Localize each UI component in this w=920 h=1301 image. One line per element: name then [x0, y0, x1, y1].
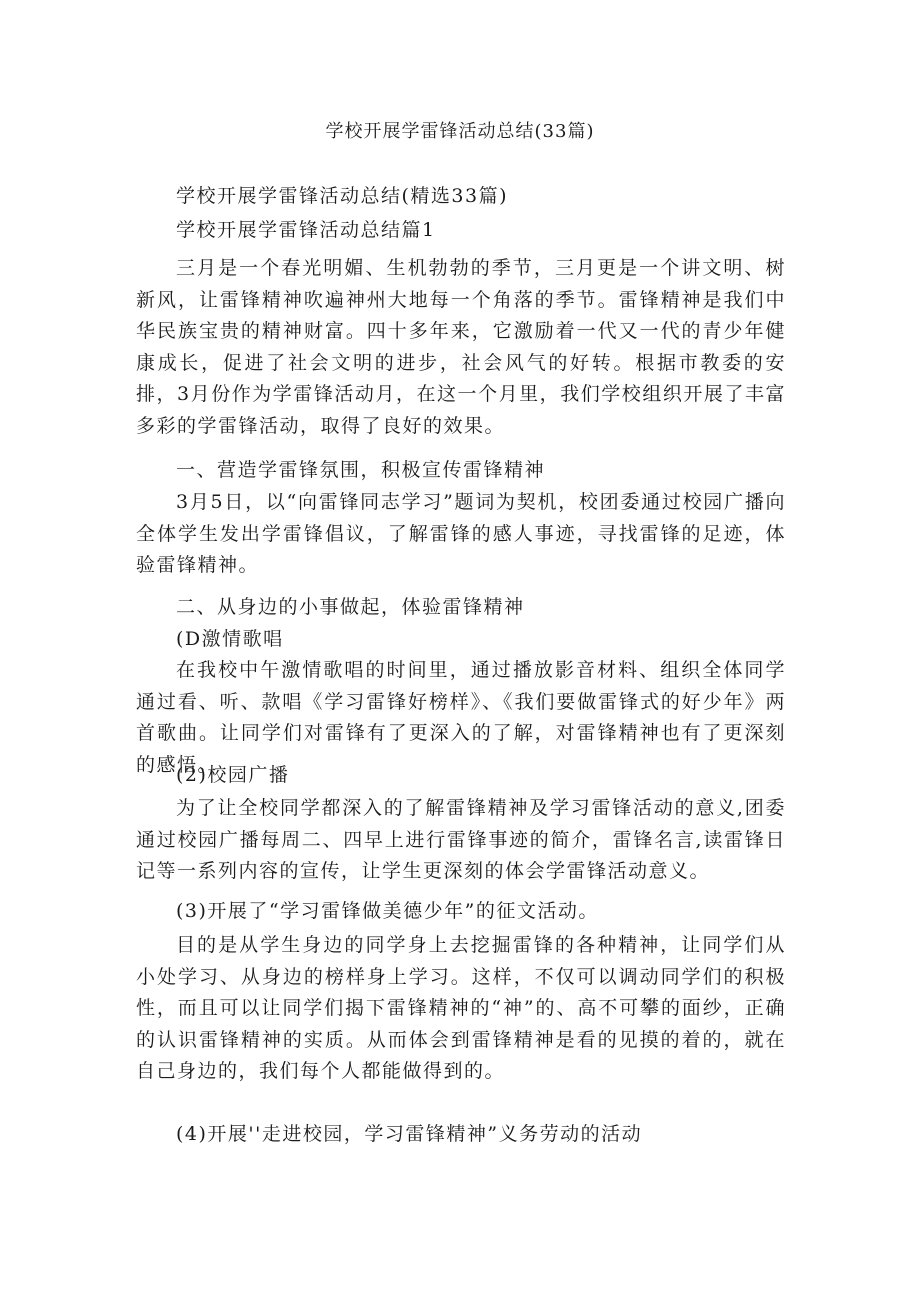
item-heading-2: (2)校园广播	[176, 764, 290, 786]
item-2-paragraph: 为了让全校同学都深入的了解雷锋精神及学习雷锋活动的意义,团委通过校园广播每周二、四早上进行雷锋事迹的简介，雷锋名言,读雷锋日记等一系列内容的宣传，让学生更深刻的体会学雷锋活动意义。	[136, 797, 786, 882]
section-heading-2: 二、从身边的小事做起，体验雷锋精神	[176, 596, 525, 618]
document-title: 学校开展学雷锋活动总结(33篇)	[325, 121, 595, 142]
item-1-paragraph: 在我校中午激情歌唱的时间里，通过播放影音材料、组织全体同学通过看、听、款唱《学习雷锋好榜样》、《我们要做雷锋式的好少年》两首歌曲。让同学们对雷锋有了更深入的了解，对雷锋精神也有了更深刻的感悟。	[136, 659, 786, 776]
item-heading-3: (3)开展了“学习雷锋做美德少年”的征文活动。	[176, 900, 599, 922]
intro-paragraph: 三月是一个春光明媚、生机勃勃的季节，三月更是一个讲文明、树新风，让雷锋精神吹遍神州大地每一个角落的季节。雷锋精神是我们中华民族宝贵的精神财富。四十多年来，它激励着一代又一代的青少年健康成长，促进了社会文明的进步，社会风气的好转。根据市教委的安排，3月份作为学雷锋活动月，在这一个月里，我们学校组织开展了丰富多彩的学雷锋活动，取得了良好的效果。	[136, 257, 786, 437]
article-heading: 学校开展学雷锋活动总结篇1	[176, 219, 436, 241]
item-3-paragraph: 目的是从学生身边的同学身上去挖掘雷锋的各种精神，让同学们从小处学习、从身边的榜样身上学习。这样，不仅可以调动同学们的积极性，而且可以让同学们揭下雷锋精神的“神”的、高不可攀的面纱，正确的认识雷锋精神的实质。从而体会到雷锋精神是看的见摸的着的，就在自己身边的，我们每个人都能做得到的。	[136, 934, 786, 1082]
item-heading-4: (4)开展''走进校园，学习雷锋精神”义务劳动的活动	[176, 1123, 643, 1145]
section-1-paragraph: 3月5日，以“向雷锋同志学习”题词为契机，校团委通过校园广播向全体学生发出学雷锋倡议，了解雷锋的感人事迹，寻找雷锋的足迹，体验雷锋精神。	[136, 491, 786, 576]
document-subtitle: 学校开展学雷锋活动总结(精选33篇)	[176, 185, 509, 207]
section-heading-1: 一、营造学雷锋氛围，积极宣传雷锋精神	[176, 459, 546, 481]
item-heading-1: (D激情歌唱	[176, 628, 284, 650]
